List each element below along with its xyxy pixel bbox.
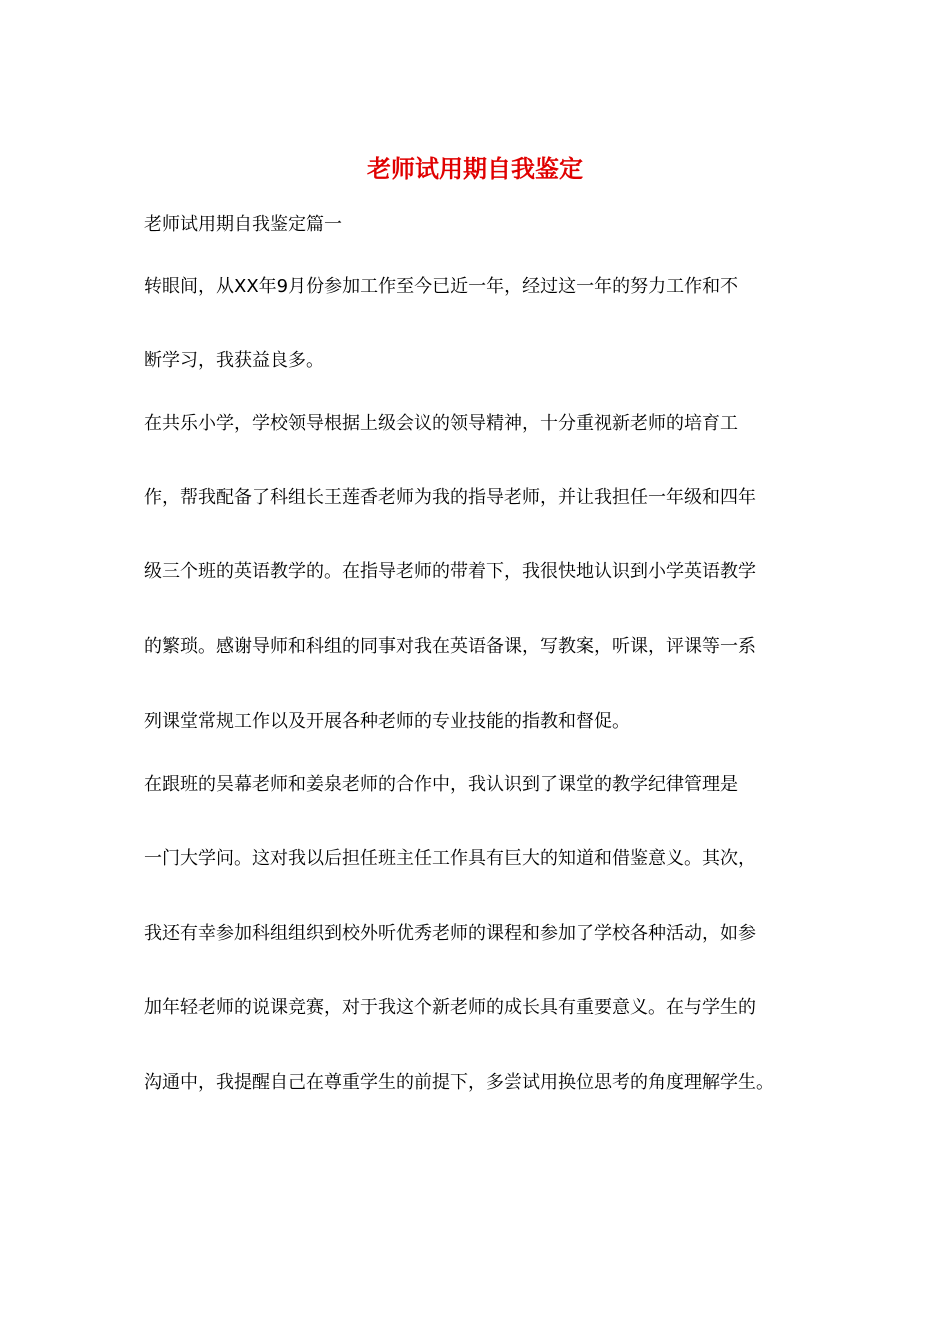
paragraph-line: 列课堂常规工作以及开展各种老师的专业技能的指教和督促。: [144, 711, 630, 732]
paragraph-line: 转眼间，从XX年9月份参加工作至今已近一年，经过这一年的努力工作和不: [144, 276, 739, 297]
paragraph-line: 加年轻老师的说课竞赛，对于我这个新老师的成长具有重要意义。在与学生的: [144, 997, 756, 1018]
paragraph-line: 断学习，我获益良多。: [144, 350, 324, 371]
paragraph-line: 的繁琐。感谢导师和科组的同事对我在英语备课，写教案，听课，评课等一系: [144, 636, 756, 657]
paragraph-line: 在跟班的吴幕老师和姜泉老师的合作中，我认识到了课堂的教学纪律管理是: [144, 774, 738, 795]
paragraph-line: 作，帮我配备了科组长王莲香老师为我的指导老师，并让我担任一年级和四年: [144, 487, 756, 508]
section-heading: 老师试用期自我鉴定篇一: [144, 214, 342, 235]
paragraph-line: 沟通中，我提醒自己在尊重学生的前提下，多尝试用换位思考的角度理解学生。: [144, 1072, 774, 1093]
paragraph-line: 级三个班的英语教学的。在指导老师的带着下，我很快地认识到小学英语教学: [144, 561, 756, 582]
document-title: 老师试用期自我鉴定: [367, 154, 583, 183]
paragraph-line: 我还有幸参加科组组织到校外听优秀老师的课程和参加了学校各种活动，如参: [144, 923, 756, 944]
paragraph-line: 在共乐小学，学校领导根据上级会议的领导精神，十分重视新老师的培育工: [144, 413, 738, 434]
paragraph-line: 一门大学问。这对我以后担任班主任工作具有巨大的知道和借鉴意义。其次，: [144, 848, 756, 869]
